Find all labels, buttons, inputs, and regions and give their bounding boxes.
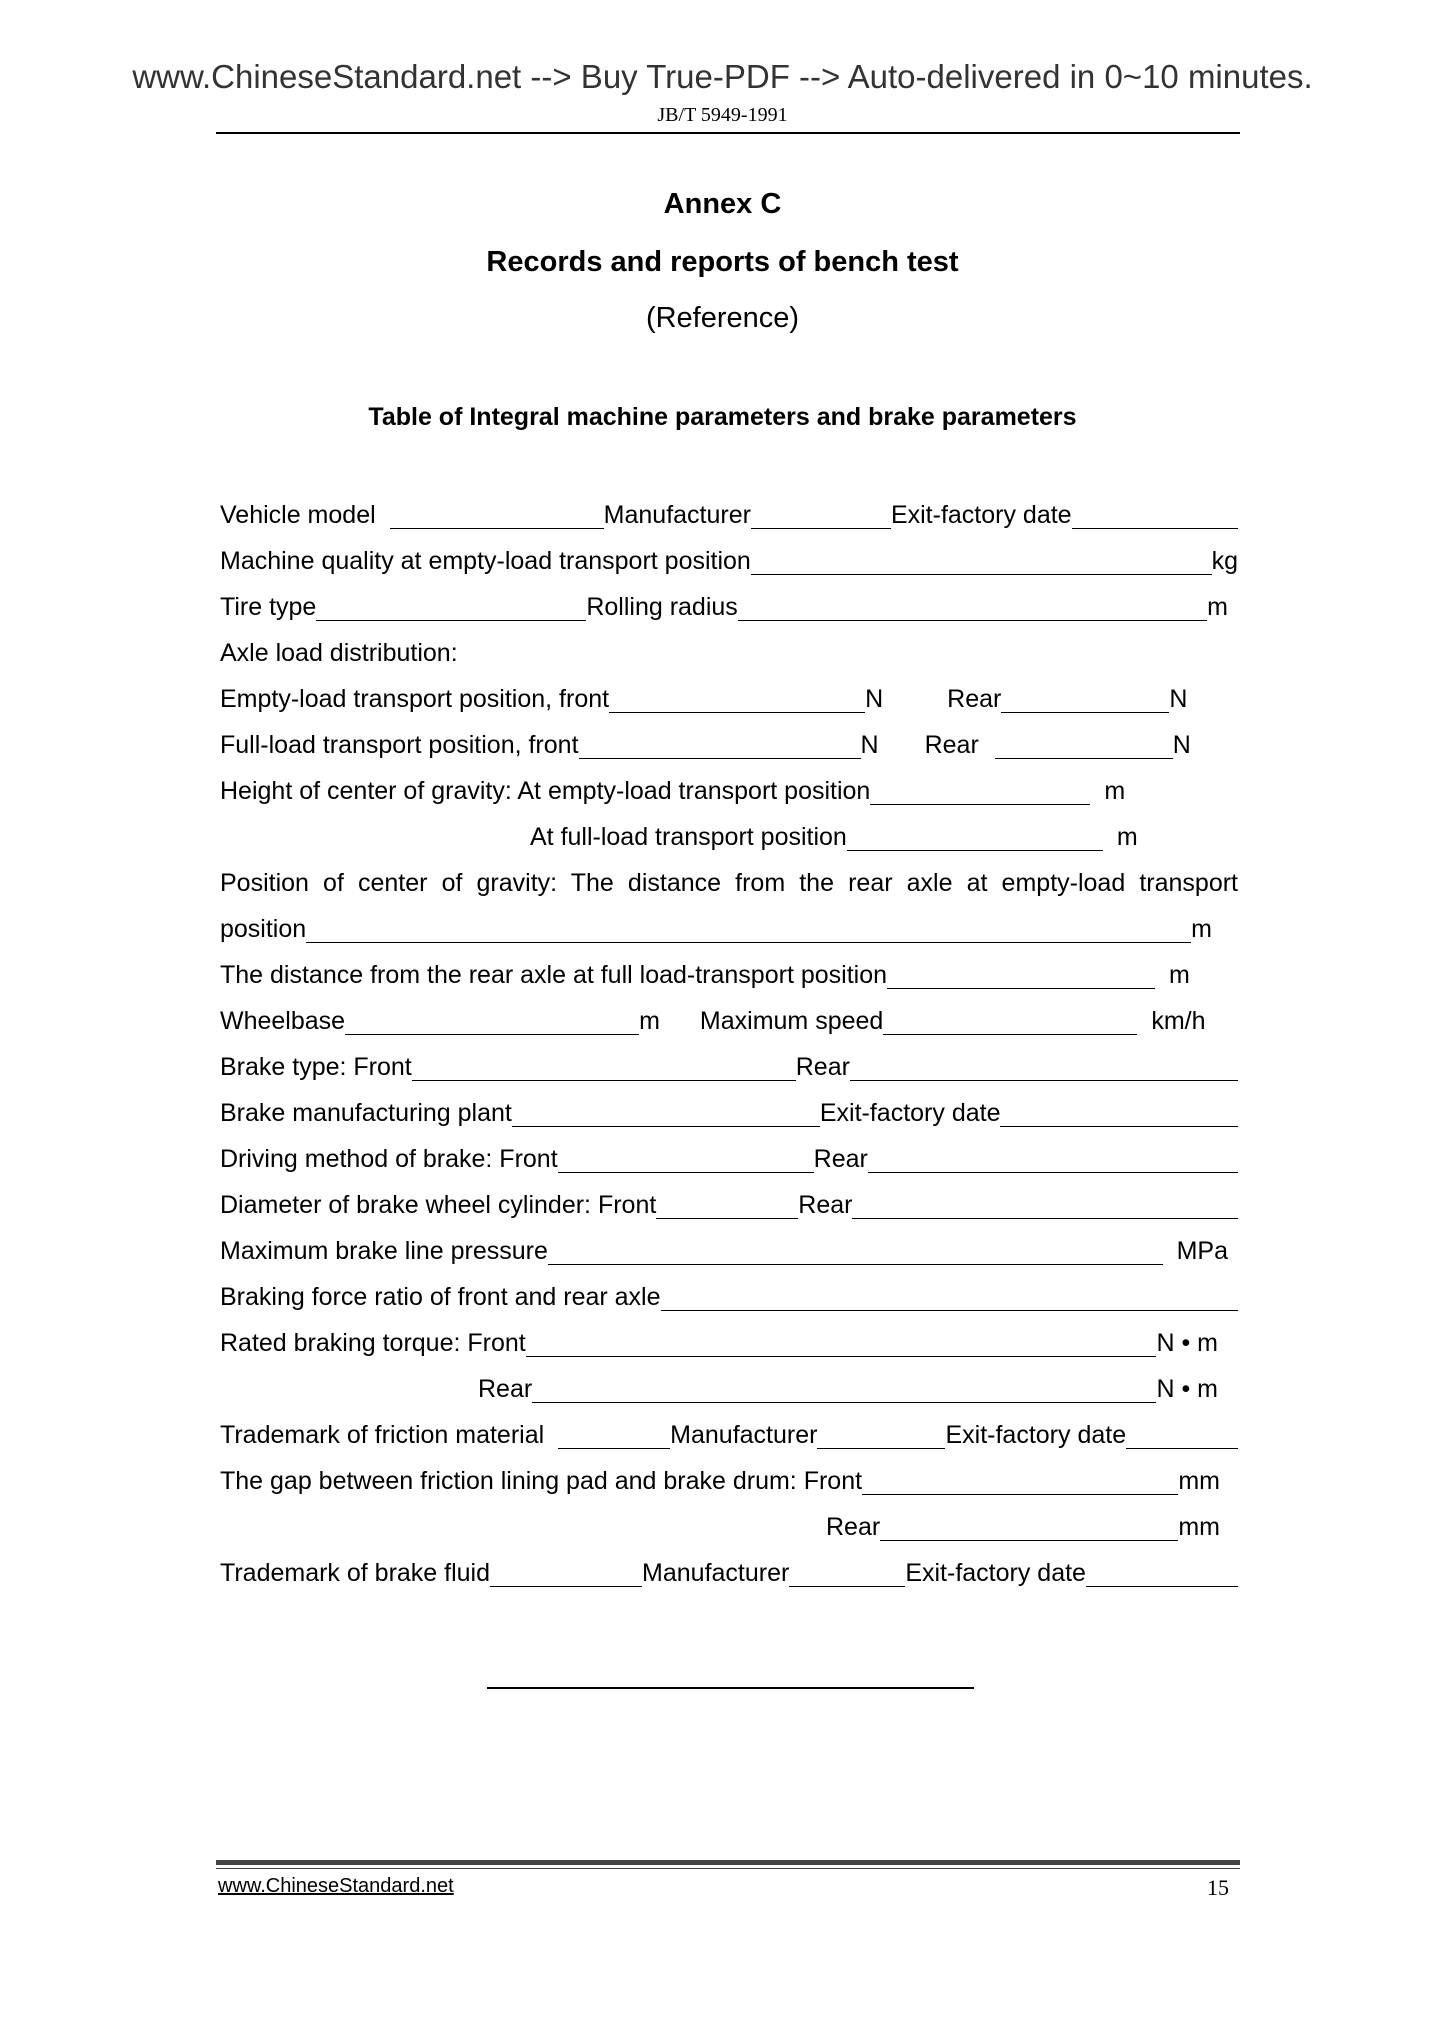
driving-method-rear-label: Rear [813, 1145, 868, 1173]
friction-trademark-label: Trademark of friction material [220, 1421, 545, 1449]
friction-trademark-field[interactable] [558, 1420, 670, 1449]
gap-rear-field[interactable] [880, 1512, 1178, 1541]
unit-m: m [1116, 823, 1138, 851]
row-wheel-cylinder [220, 1178, 1238, 1224]
footer-rule-thin [216, 1868, 1240, 1869]
standard-code: JB/T 5949-1991 [657, 104, 788, 126]
annex-title: Annex C [663, 188, 782, 220]
driving-method-front-field[interactable] [558, 1144, 814, 1173]
footer-rule-thick [216, 1860, 1240, 1865]
section-heading: Records and reports of bench test [486, 246, 959, 278]
driving-method-rear-field[interactable] [868, 1144, 1238, 1173]
fluid-trademark-field[interactable] [490, 1558, 642, 1587]
gap-front-field[interactable] [862, 1466, 1178, 1495]
gap-rear-label: Rear [826, 1513, 881, 1541]
full-front-label: Full-load transport position, front [220, 731, 579, 759]
wheel-cylinder-front-field[interactable] [656, 1190, 798, 1219]
row-max-pressure [220, 1224, 1238, 1270]
unit-m: m [1169, 961, 1190, 989]
header-rule [216, 132, 1240, 134]
wheel-cylinder-label: Diameter of brake wheel cylinder: Front [220, 1191, 657, 1219]
tire-type-field[interactable] [316, 592, 586, 621]
cog-height-full-field[interactable] [847, 822, 1103, 851]
friction-manufacturer-field[interactable] [817, 1420, 945, 1449]
fluid-trademark-label: Trademark of brake fluid [220, 1559, 491, 1587]
unit-m: m [1207, 593, 1228, 621]
rear-axle-full-field[interactable] [887, 960, 1155, 989]
manufacturer-label: Manufacturer [603, 501, 751, 529]
row-position [220, 902, 1238, 948]
rated-torque-label: Rated braking torque: Front [220, 1329, 526, 1357]
row-wheelbase [220, 994, 1238, 1040]
friction-exit-date-label: Exit-factory date [945, 1421, 1127, 1449]
cog-height-label: Height of center of gravity: At empty-load transport position [220, 777, 871, 805]
row-brake-plant [220, 1086, 1238, 1132]
rolling-radius-field[interactable] [738, 592, 1207, 621]
machine-quality-field[interactable] [751, 546, 1212, 575]
unit-m: m [1104, 777, 1126, 805]
fluid-manufacturer-field[interactable] [789, 1558, 905, 1587]
row-rated-torque-front [220, 1316, 1238, 1362]
full-rear-field[interactable] [995, 730, 1173, 759]
row-cog-position [220, 856, 1238, 902]
brake-type-rear-field[interactable] [850, 1052, 1238, 1081]
unit-kg: kg [1211, 547, 1238, 575]
max-speed-field[interactable] [883, 1006, 1137, 1035]
reference-note: (Reference) [645, 302, 800, 334]
rated-torque-front-field[interactable] [526, 1328, 1157, 1357]
cog-full-label: At full-load transport position [530, 823, 847, 851]
tire-type-label: Tire type [220, 593, 317, 621]
row-cog-height-full [220, 810, 1238, 856]
empty-rear-field[interactable] [1001, 684, 1169, 713]
full-rear-label: Rear [924, 731, 979, 759]
row-full-load [220, 718, 1238, 764]
brake-type-rear-label: Rear [795, 1053, 850, 1081]
row-empty-load [220, 672, 1238, 718]
unit-n: N [1172, 731, 1191, 759]
unit-n: N [860, 731, 879, 759]
row-brake-type [220, 1040, 1238, 1086]
position-label: position [220, 915, 307, 943]
wheel-cylinder-rear-field[interactable] [852, 1190, 1238, 1219]
page-number: 15 [1207, 1875, 1229, 1900]
exit-factory-date-label: Exit-factory date [890, 501, 1072, 529]
brake-exit-date-field[interactable] [1000, 1098, 1238, 1127]
friction-exit-date-field[interactable] [1126, 1420, 1238, 1449]
cog-position-label: Position of center of gravity: The distance from the rear axle at empty-load transport [220, 869, 1238, 897]
brake-plant-label: Brake manufacturing plant [220, 1099, 512, 1127]
row-rated-torque-rear [220, 1362, 1238, 1408]
row-driving-method [220, 1132, 1238, 1178]
unit-mm: mm [1178, 1513, 1220, 1541]
row-vehicle-model [220, 488, 1238, 534]
unit-m: m [639, 1007, 660, 1035]
fluid-exit-date-label: Exit-factory date [905, 1559, 1086, 1587]
row-fluid-trademark [220, 1546, 1238, 1592]
rated-torque-rear-label: Rear [478, 1375, 533, 1403]
unit-nm: N • m [1156, 1329, 1218, 1357]
row-gap-rear [220, 1500, 1238, 1546]
purchase-banner: www.ChineseStandard.net --> Buy True-PDF --> Auto-delivered in 0~10 minutes. [132, 58, 1313, 95]
max-pressure-field[interactable] [548, 1236, 1163, 1265]
max-speed-label: Maximum speed [699, 1007, 884, 1035]
driving-method-label: Driving method of brake: Front [220, 1145, 558, 1173]
rolling-radius-label: Rolling radius [586, 593, 738, 621]
max-pressure-label: Maximum brake line pressure [220, 1237, 548, 1265]
footer-site-link[interactable]: www.ChineseStandard.net [218, 1875, 454, 1897]
vehicle-model-label: Vehicle model [220, 501, 376, 529]
exit-factory-date-field[interactable] [1072, 500, 1238, 529]
force-ratio-field[interactable] [661, 1282, 1238, 1311]
row-friction-trademark [220, 1408, 1238, 1454]
cog-height-empty-field[interactable] [870, 776, 1090, 805]
vehicle-model-field[interactable] [390, 500, 604, 529]
empty-front-label: Empty-load transport position, front [220, 685, 610, 713]
axle-load-label: Axle load distribution: [220, 639, 458, 667]
rear-axle-full-label: The distance from the rear axle at full load-transport position [220, 961, 888, 989]
empty-front-field[interactable] [609, 684, 865, 713]
row-rear-axle-full [220, 948, 1238, 994]
row-cog-height-empty [220, 764, 1238, 810]
row-machine-quality [220, 534, 1238, 580]
brake-type-front-field[interactable] [412, 1052, 796, 1081]
unit-nm: N • m [1156, 1375, 1218, 1403]
row-tire-type [220, 580, 1238, 626]
row-axle-load [220, 626, 1238, 672]
unit-n: N [1169, 685, 1188, 713]
unit-n: N [865, 685, 884, 713]
fluid-exit-date-field[interactable] [1086, 1558, 1238, 1587]
unit-kmh: km/h [1151, 1007, 1206, 1035]
rated-torque-rear-field[interactable] [532, 1374, 1156, 1403]
brake-exit-date-label: Exit-factory date [819, 1099, 1001, 1127]
brake-type-label: Brake type: Front [220, 1053, 412, 1081]
full-front-field[interactable] [579, 730, 861, 759]
brake-plant-field[interactable] [512, 1098, 820, 1127]
wheelbase-field[interactable] [345, 1006, 639, 1035]
row-gap-front [220, 1454, 1238, 1500]
end-of-annex-rule [487, 1687, 974, 1689]
parameter-form [220, 488, 1238, 1592]
row-force-ratio [220, 1270, 1238, 1316]
table-title: Table of Integral machine parameters and brake parameters [368, 403, 1077, 431]
friction-manufacturer-label: Manufacturer [670, 1421, 818, 1449]
empty-rear-label: Rear [947, 685, 1002, 713]
gap-label: The gap between friction lining pad and brake drum: Front [220, 1467, 863, 1495]
manufacturer-field[interactable] [751, 500, 891, 529]
force-ratio-label: Braking force ratio of front and rear axle [220, 1283, 661, 1311]
position-field[interactable] [306, 914, 1191, 943]
machine-quality-label: Machine quality at empty-load transport position [220, 547, 751, 575]
wheelbase-label: Wheelbase [220, 1007, 346, 1035]
fluid-manufacturer-label: Manufacturer [642, 1559, 790, 1587]
unit-m: m [1191, 915, 1212, 943]
unit-mm: mm [1178, 1467, 1220, 1495]
unit-mpa: MPa [1176, 1237, 1228, 1265]
wheel-cylinder-rear-label: Rear [798, 1191, 853, 1219]
